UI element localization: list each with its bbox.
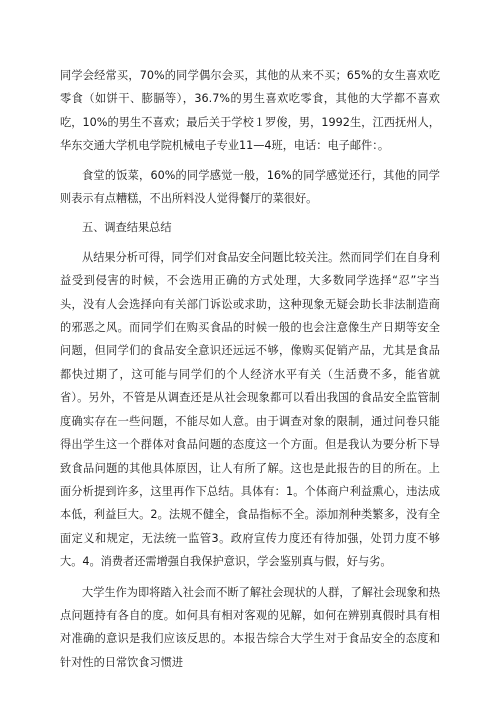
- document-body: [60, 64, 440, 674]
- paragraph-survey-continued: 同学会经常买，70%的同学偶尔会买，其他的从来不买；65%的女生喜欢吃零食（如饼干、膨膈等），36.7%的男生喜欢吃零食，其他的大学都不喜欢吃，10%的男生不喜欢；最后关于学校１罗俊，男，1992生，江西抚州人，华东交通大学机电学院机械电子专业11—4班，电话：电子邮件：。: [60, 69, 440, 153]
- paragraph-canteen-opinion: 食堂的饭菜，60%的同学感觉一般，16%的同学感觉还行，其他的同学则表示有点糟糕，不出所料没人觉得餐厅的菜很好。: [60, 168, 440, 206]
- section-heading: 五、调查结果总结: [82, 221, 172, 235]
- paragraph-students-role: 大学生作为即将踏入社会而不断了解社会现状的人群，了解社会现象和热点问题持有各自的度。如何具有相对客观的见解，如何在辨别真假时具有相对准确的意识是我们应该反思的。本报告综合大学生对于食品安全的态度和针对性的日常饮食习惯进: [60, 585, 441, 669]
- paragraph-summary-body: 从结果分析可得，同学们对食品安全问题比较关注。然而同学们在自身利益受到侵害的时候，不会选用正确的方式处理，大多数同学选择“忍”字当头，没有人会选择向有关部门诉讼或求助，这种现象无疑会助长非法制造商的邪恶之风。而同学们在购买食品的时候一般的也会注意像生产日期等安全问题，但同学们的食品安全意识还远远不够，像购买促销产品，尤其是食品都快过期了，这可能与同学们的个人经济水平有关（生活费不多，能省就省）。另外，不管是从调查还是从社会现象都可以看出我国的食品安全监管制度确实存在一些问题，不能尽如人意。由于调查对象的限制，通过问卷只能得出学生这一个群体对食品问题的态度这一个方面。但是我认为要分析下导致食品问题的其他具体原因，让人有所了解。这也是此报告的目的所在。上面分析提到许多，这里再作下总结。具体有：1。个体商户利益熏心，违法成本低，利益巨大。2。法规不健全，食品指标不全。添加剂种类繁多，没有全面定义和规定，无法统一监管3。政府宣传力度还有待加强，处罚力度不够大。4。消费者还需增强自我保护意识，学会鉴别真与假，好与劣。: [60, 250, 441, 569]
